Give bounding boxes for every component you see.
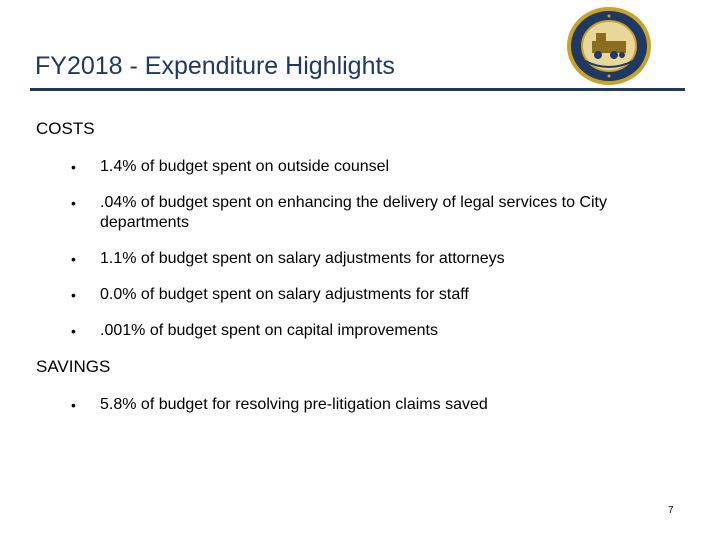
section-savings-heading: SAVINGS [36,357,111,376]
bullet-dot: • [71,287,76,303]
slide-title: FY2018 - Expenditure Highlights [35,52,395,80]
page-number: 7 [668,505,674,516]
bullet-dot: • [71,195,76,211]
bullet-dot: • [71,159,76,175]
bullet-dot: • [71,323,76,339]
city-seal-logo [565,5,653,87]
section-costs-heading: COSTS [36,119,95,138]
bullet-text: .001% of budget spent on capital improvements [100,322,438,339]
bullet-text: .04% of budget spent on enhancing the delivery of legal services to City departments [100,194,607,231]
bullet-text: 5.8% of budget for resolving pre-litigation claims saved [100,396,488,413]
bullet-text: 0.0% of budget spent on salary adjustments for staff [100,286,469,303]
bullet-text: 1.4% of budget spent on outside counsel [100,158,390,175]
bullet-text: 1.1% of budget spent on salary adjustments for attorneys [100,250,505,267]
bullet-dot: • [71,397,76,413]
bullet-dot: • [71,251,76,267]
title-rule [30,88,685,91]
